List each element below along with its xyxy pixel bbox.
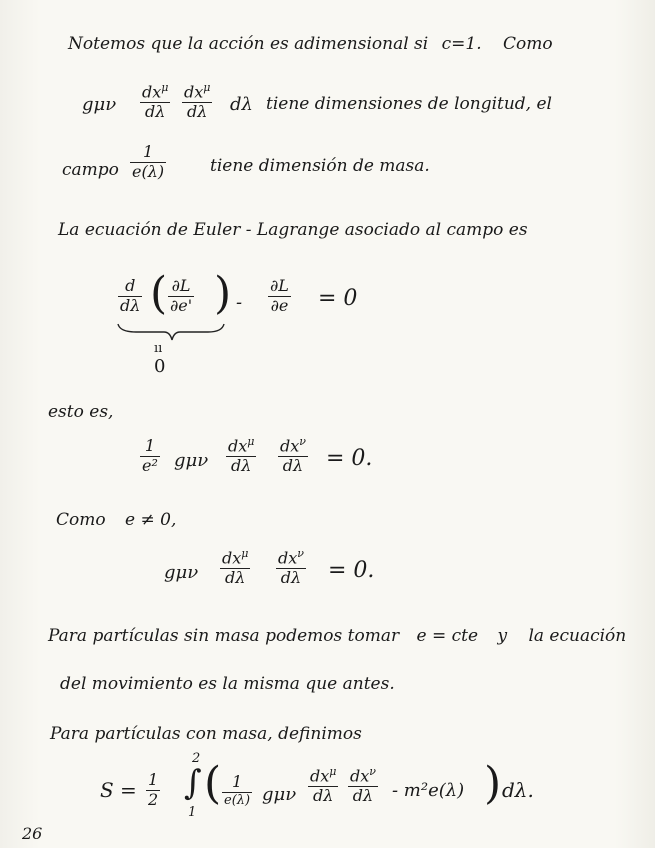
dx-eq3-b: dx — [278, 548, 298, 568]
mu-label-2: μ — [203, 81, 211, 94]
metric-g: gμν — [82, 94, 117, 115]
mu-eq2: μ — [247, 435, 255, 448]
line7-text: Para partículas sin masa podemos tomar — [48, 626, 400, 646]
metric-g-4: gμν — [262, 784, 297, 805]
fraction-dL-de-prime — [168, 278, 194, 315]
one-numerator: 1 — [142, 142, 154, 161]
fraction-dx-dlambda-2 — [182, 82, 212, 121]
dlambda-eq4: dλ — [313, 786, 334, 806]
one-eq4: 1 — [231, 772, 243, 791]
dx-eq3: dx — [222, 548, 242, 568]
mass-term: - m²e(λ) — [392, 780, 465, 801]
campo-word: campo — [62, 160, 119, 180]
text-line-9: Para partículas con masa, definimos — [50, 724, 362, 744]
nu-eq3: ν — [297, 547, 304, 560]
nu-eq4: ν — [369, 765, 376, 778]
mu-eq4: μ — [329, 765, 337, 778]
y-word: y — [497, 626, 508, 646]
e-neq-zero: e ≠ 0, — [125, 510, 177, 530]
eq4-left-paren: ( — [204, 758, 222, 809]
line1-como: Como — [503, 34, 553, 54]
fraction-half — [146, 772, 160, 809]
equals-zero-3: = 0. — [328, 558, 375, 583]
dlambda-eq3: dλ — [225, 568, 246, 588]
de-denominator: ∂e — [270, 295, 289, 315]
mu-eq3: μ — [241, 547, 249, 560]
fraction-dxnu-dlambda-eq3 — [276, 548, 306, 587]
one-numerator-2: 1 — [144, 436, 156, 455]
dl-label: dλ — [230, 94, 253, 115]
fraction-d-dlambda — [118, 278, 142, 315]
dlambda-label-2: dλ — [187, 102, 208, 122]
text-line-8: del movimiento es la misma que antes. — [60, 674, 395, 694]
fraction-dxmu-dlambda-eq4 — [308, 766, 338, 805]
mu-label: μ — [161, 81, 169, 94]
dlambda-eq2: dλ — [231, 456, 252, 476]
como-word: Como — [56, 510, 106, 530]
e2-denominator: e² — [142, 455, 158, 475]
fraction-one-over-e-eq4 — [222, 774, 252, 807]
page-number: 26 — [22, 824, 43, 843]
dL-numerator-2: ∂L — [270, 276, 289, 295]
text-line-6 — [56, 512, 176, 529]
half-den: 2 — [148, 789, 159, 809]
text-line-7 — [48, 628, 626, 645]
dx-eq4-b: dx — [350, 766, 370, 786]
dlambda-label: dλ — [145, 102, 166, 122]
fraction-dxnu-dlambda-eq4 — [348, 766, 378, 805]
upper-limit: 2 — [192, 751, 201, 766]
eq4-right-paren: ) — [484, 758, 502, 809]
equals-vertical: ıı — [154, 341, 163, 356]
text-line-2: tiene dimensiones de longitud, el — [266, 94, 552, 114]
text-line-3: tiene dimensión de masa. — [210, 156, 430, 176]
dx-eq2-b: dx — [280, 436, 300, 456]
dx-eq2: dx — [228, 436, 248, 456]
dlambda-final: dλ. — [502, 778, 534, 802]
text-line-4: La ecuación de Euler - Lagrange asociado al campo es — [58, 220, 528, 240]
fraction-dxnu-dlambda-eq2 — [278, 436, 308, 475]
fraction-one-over-e — [130, 144, 166, 181]
equals-zero-1: = 0 — [318, 286, 358, 311]
text-line-5: esto es, — [48, 402, 114, 422]
dx-label-2: dx — [184, 82, 204, 102]
line1-text: Notemos que la acción es adimensional si — [68, 34, 429, 54]
dlambda-denominator: dλ — [120, 295, 141, 315]
line1-condition: c=1. — [441, 34, 482, 54]
S-equals: S = — [100, 778, 137, 802]
nu-eq2: ν — [299, 435, 306, 448]
integral-sign: ∫ — [184, 763, 202, 803]
underbrace — [116, 322, 226, 342]
fraction-dxmu-dlambda-eq3 — [220, 548, 250, 587]
e-lambda-denominator: e(λ) — [132, 161, 165, 181]
minus-sign: - — [236, 292, 243, 313]
dlambda-eq3-b: dλ — [280, 568, 302, 588]
line7-rest: la ecuación — [528, 626, 627, 646]
text-line-1 — [68, 36, 553, 53]
dlambda-eq4-b: dλ — [352, 786, 374, 806]
metric-g-2: gμν — [174, 450, 209, 471]
e-cte: e = cte — [416, 626, 479, 646]
fraction-one-over-e2 — [140, 438, 160, 475]
d-numerator: d — [125, 276, 136, 295]
equals-zero-2: = 0. — [326, 446, 373, 471]
dL-numerator: ∂L — [171, 276, 191, 295]
fraction-dxmu-dlambda-eq2 — [226, 436, 256, 475]
lower-limit: 1 — [188, 805, 197, 820]
metric-g-3: gμν — [164, 562, 199, 583]
half-num: 1 — [148, 770, 159, 789]
zero-below: 0 — [154, 356, 166, 377]
fraction-dL-de — [268, 278, 291, 315]
dx-eq4: dx — [310, 766, 330, 786]
fraction-dx-dlambda-1 — [140, 82, 170, 121]
left-paren: ( — [150, 268, 168, 319]
e-eq4: e(λ) — [224, 792, 251, 808]
dx-label: dx — [142, 82, 162, 102]
right-paren: ) — [214, 268, 232, 319]
de-prime-denominator: ∂e' — [170, 295, 193, 315]
dlambda-eq2-b: dλ — [282, 456, 304, 476]
